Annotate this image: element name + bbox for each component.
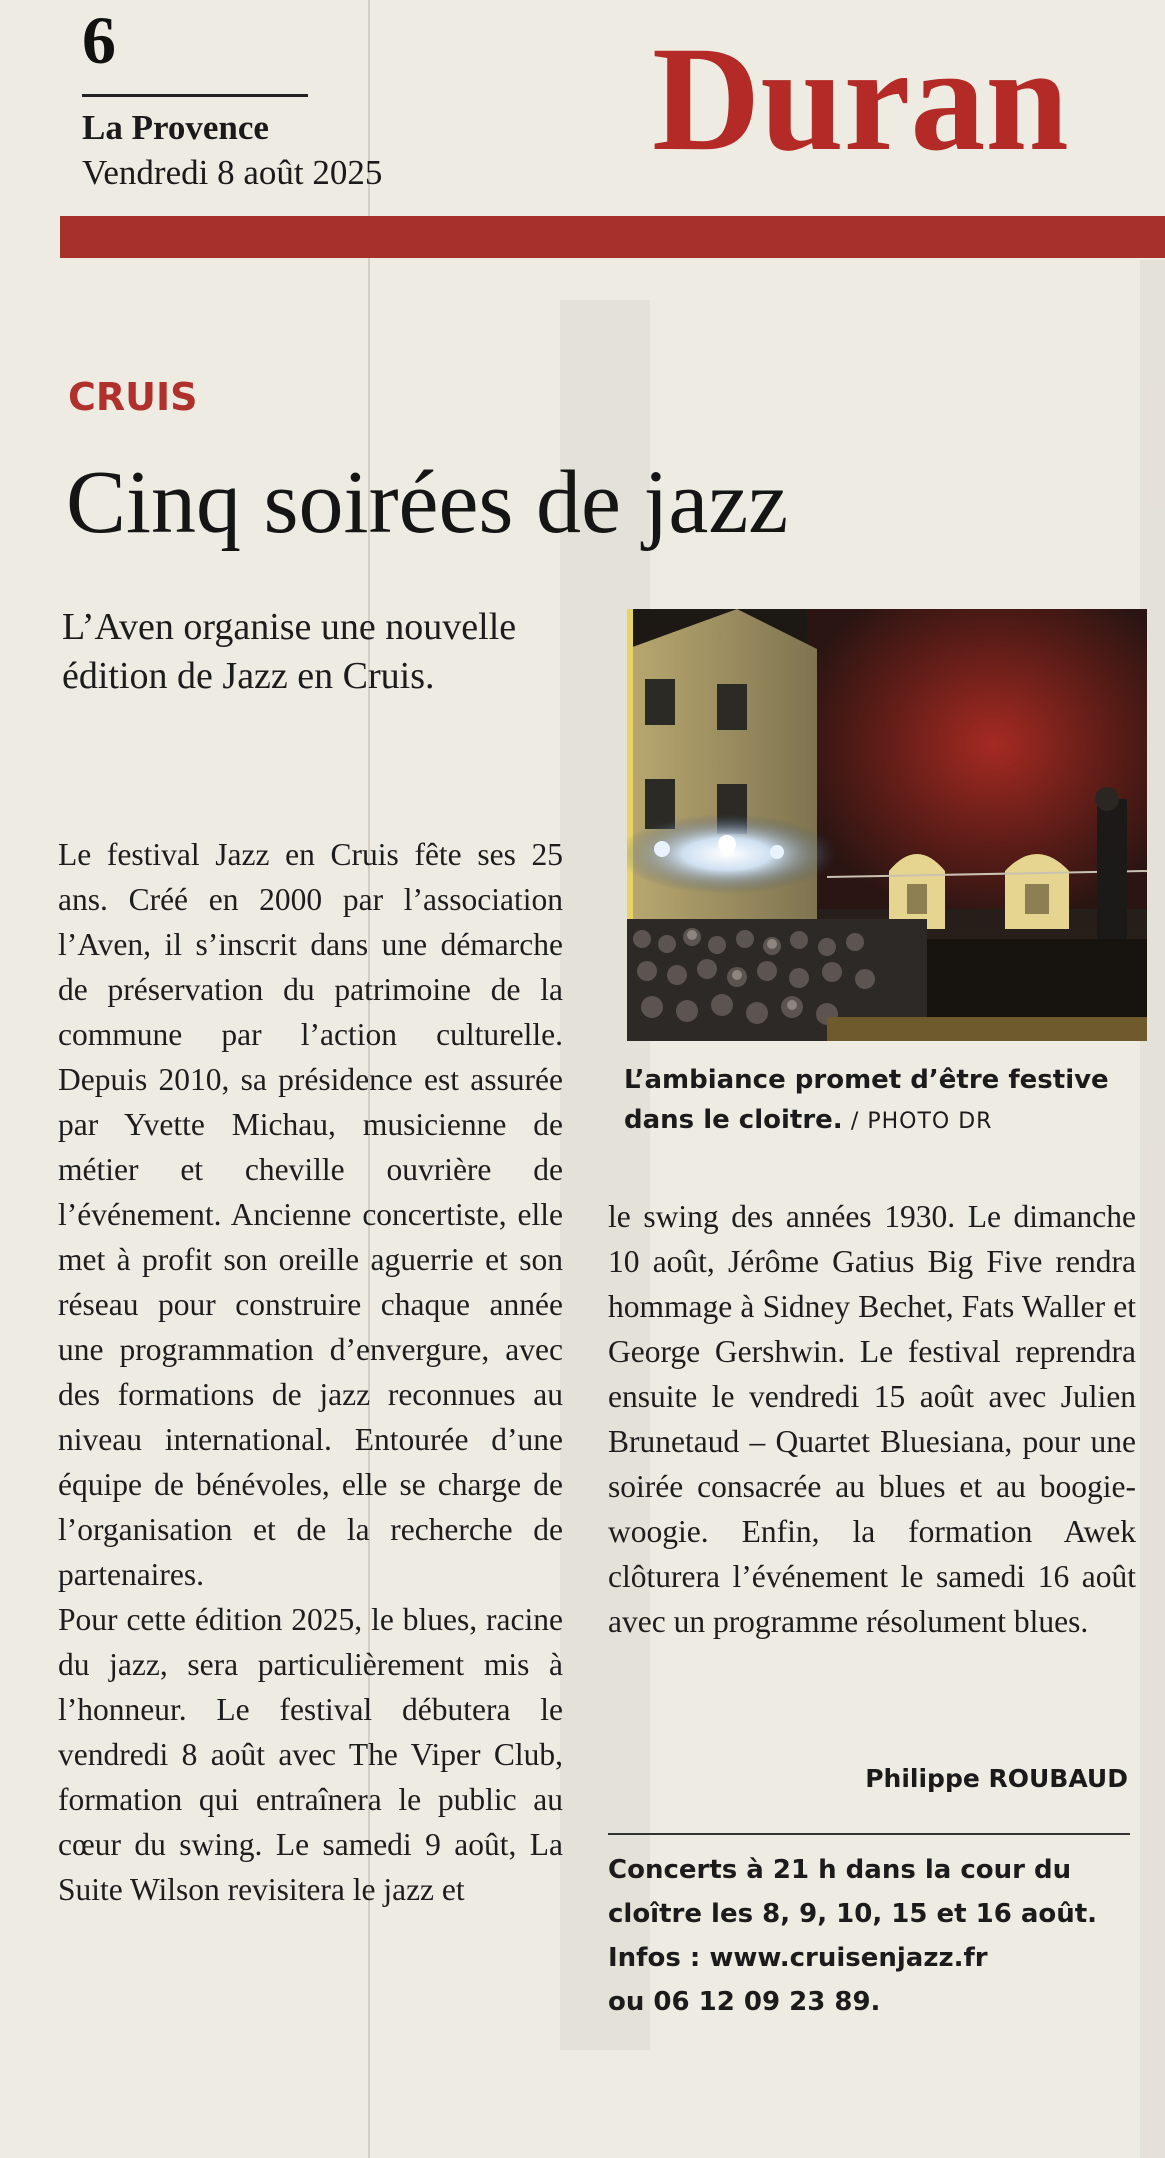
print-bleed — [1140, 260, 1165, 2158]
body-paragraph: le swing des années 1930. Le dimanche 10 août, Jérôme Gatius Big Five rendra hommage à Sidney Bechet, Fats Waller et George Gershwin. Le festival reprendra ensuite le vendredi 15 août avec Julien Brunetaud – Quartet Bluesiana, pour une soirée consacrée au blues et au boogie-woogie. Enfin, la formation Awek clôturera l’événement le samedi 16 août avec un programme résolument blues. — [608, 1199, 1136, 1639]
photo-credit: / PHOTO DR — [850, 1109, 993, 1134]
article-body-left-column — [58, 832, 563, 1912]
section-color-band — [60, 216, 1165, 258]
page-number: 6 — [82, 2, 116, 78]
masthead-rule — [82, 94, 308, 97]
info-line: Concerts à 21 h dans la cour du — [608, 1855, 1072, 1885]
photo-caption — [624, 1060, 1144, 1142]
article-body-right-column — [608, 1194, 1136, 1644]
publication-date: Vendredi 8 août 2025 — [82, 153, 383, 192]
info-line: cloître les 8, 9, 10, 15 et 16 août. — [608, 1899, 1098, 1929]
info-line: Infos : www.cruisenjazz.fr — [608, 1943, 988, 1973]
body-paragraph: Pour cette édition 2025, le blues, racine du jazz, sera particulièrement mis à l’honneur. Le festival débutera le vendredi 8 août avec The Viper Club, formation qui entraînera le public au cœur du swing. Le samedi 9 août, La Suite Wilson revisitera le jazz et — [58, 1602, 563, 1907]
info-line: ou 06 12 09 23 89. — [608, 1987, 881, 2017]
concert-photo — [627, 609, 1147, 1041]
article-byline: Philippe ROUBAUD — [865, 1764, 1128, 1793]
info-box-rule — [608, 1833, 1130, 1835]
publication-name: La Provence — [82, 108, 269, 147]
article-kicker: CRUIS — [68, 375, 198, 419]
body-paragraph: Le festival Jazz en Cruis fête ses 25 ans. Créé en 2000 par l’association l’Aven, il s’inscrit dans une démarche de préservation du patrimoine de la commune par l’action culturelle. Depuis 2010, sa présidence est assurée par Yvette Michau, musicienne de métier et cheville ouvrière de l’événement. Ancienne concertiste, elle met à profit son oreille aguerrie et son réseau pour construire chaque année une programmation d’envergure, avec des formations de jazz reconnues au niveau international. Entourée d’une équipe de bénévoles, elle se charge de l’organisation et de la recherche de partenaires. — [58, 837, 563, 1592]
practical-info-box — [608, 1848, 1138, 2024]
article-lead: L’Aven organise une nouvelle édition de Jazz en Cruis. — [62, 606, 517, 697]
article-headline: Cinq soirées de jazz — [66, 453, 789, 552]
caption-text: L’ambiance promet d’être festive dans le cloitre. — [624, 1065, 1109, 1135]
section-title: Duran — [652, 16, 1069, 182]
